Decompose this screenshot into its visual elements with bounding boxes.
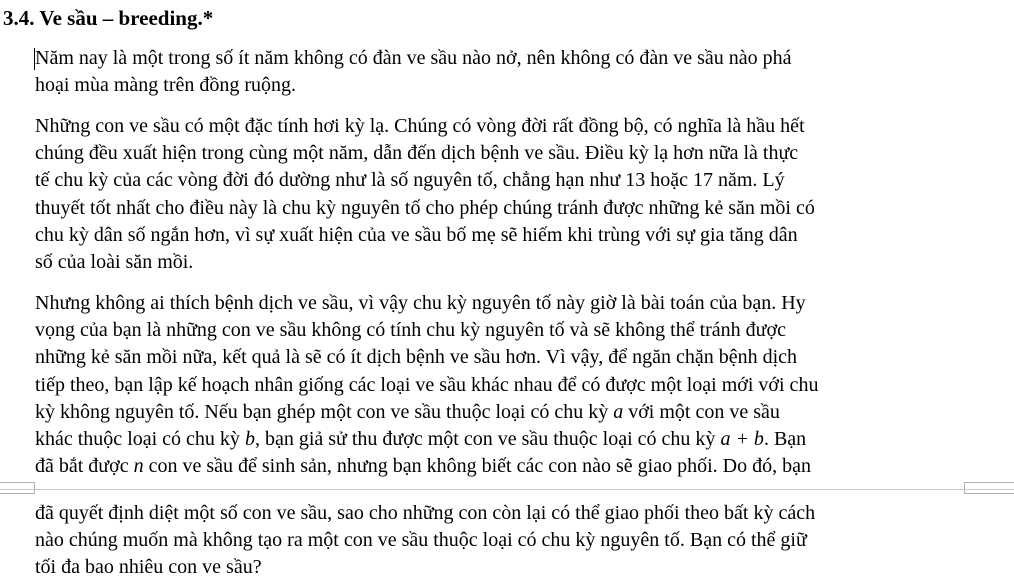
right-margin-marker <box>964 482 1014 494</box>
section-heading: 3.4. Ve sầu – breeding.* <box>3 6 214 30</box>
text-line: tế chu kỳ của các vòng đời đó dường như là số nguyên tố, chẳng hạn như 13 hoặc 17 năm. Lý <box>35 169 785 192</box>
text-run: khác thuộc loại có chu kỳ <box>35 428 245 451</box>
text-run: kỳ không nguyên tố. Nếu bạn ghép một con ve sầu thuộc loại có chu kỳ <box>35 400 614 423</box>
text-line: số của loài săn mồi. <box>35 251 194 274</box>
math-variable-b: b <box>244 428 255 451</box>
paragraph-3[interactable] <box>35 290 965 480</box>
page-break-line <box>0 489 1014 492</box>
text-line: đã quyết định diệt một số con ve sầu, sao cho những con còn lại có thể giao phối theo bất kỳ cách <box>35 502 816 524</box>
text-run: . Bạn <box>763 428 807 451</box>
text-line: những kẻ săn mồi nữa, kết quả là sẽ có ít dịch bệnh ve sầu hơn. Vì vậy, để ngăn chặn bệnh dịch <box>35 346 798 369</box>
math-variable-n: n <box>133 455 144 478</box>
paragraph-3-continued[interactable] <box>35 500 965 581</box>
text-line: hoại mùa màng trên đồng ruộng. <box>35 74 297 97</box>
left-margin-marker <box>0 482 35 494</box>
text-line <box>35 453 965 480</box>
text-run: , bạn giả sử thu được một con ve sầu thuộc loại có chu kỳ <box>254 428 721 451</box>
text-line: Nhưng không ai thích bệnh dịch ve sầu, vì vậy chu kỳ nguyên tố này giờ là bài toán của bạn. Hy <box>35 292 806 314</box>
text-line: nào chúng muốn mà không tạo ra một con ve sầu thuộc loại có chu kỳ nguyên tố. Bạn có thể giữ <box>35 529 807 552</box>
paragraph-1[interactable] <box>35 45 965 99</box>
text-line <box>35 426 965 453</box>
math-variable-a: a <box>613 400 624 423</box>
math-expression: a + b <box>720 428 764 451</box>
text-line: Những con ve sầu có một đặc tính hơi kỳ lạ. Chúng có vòng đời rất đồng bộ, có nghĩa là hầu hết <box>35 115 805 137</box>
text-line: tối đa bao nhiêu con ve sầu? <box>35 556 262 579</box>
text-run: đã bắt được <box>35 455 134 478</box>
text-line: chu kỳ dân số ngắn hơn, vì sự xuất hiện của ve sầu bố mẹ sẽ hiếm khi trùng với sự gia tăng dân <box>35 223 798 246</box>
text-line: chúng đều xuất hiện trong cùng một năm, dẫn đến dịch bệnh ve sầu. Điều kỳ lạ hơn nữa là thực <box>35 142 799 165</box>
paragraph-2[interactable] <box>35 113 965 276</box>
text-line: tiếp theo, bạn lập kế hoạch nhân giống các loại ve sầu khác nhau để có được một loại mới với chu <box>35 373 819 396</box>
text-run: với một con ve sầu <box>623 400 780 423</box>
text-line: vọng của bạn là những con ve sầu không có tính chu kỳ nguyên tố và sẽ không thể tránh được <box>35 319 786 342</box>
text-line: thuyết tốt nhất cho điều này là chu kỳ nguyên tố cho phép chúng tránh được những kẻ săn mồi có <box>35 196 815 219</box>
text-run: con ve sầu để sinh sản, nhưng bạn không biết các con nào sẽ giao phối. Do đó, bạn <box>143 455 811 478</box>
text-line: Năm nay là một trong số ít năm không có đàn ve sầu nào nở, nên không có đàn ve sầu nào phá <box>35 47 792 69</box>
text-line <box>35 399 965 426</box>
